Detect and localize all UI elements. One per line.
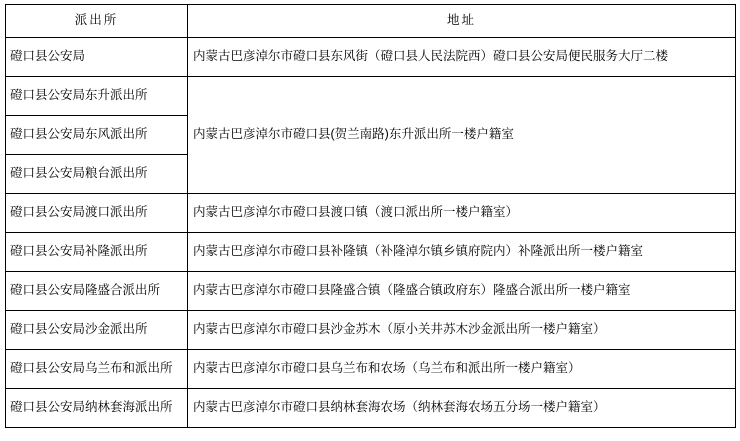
table-body <box>6 38 736 428</box>
station-address-cell: 内蒙古巴彦淖尔市磴口县补隆镇（补隆淖尔镇乡镇府院内）补隆派出所一楼户籍室 <box>188 233 736 272</box>
station-address-cell: 内蒙古巴彦淖尔市磴口县乌兰布和农场（乌兰布和派出所一楼户籍室） <box>188 350 736 389</box>
station-name-cell: 磴口县公安局 <box>6 38 188 77</box>
table-header-row <box>6 5 736 38</box>
table-row <box>6 77 736 116</box>
station-name-cell: 磴口县公安局乌兰布和派出所 <box>6 350 188 389</box>
station-name-cell: 磴口县公安局东风派出所 <box>6 116 188 155</box>
column-header-station-label: 派出所 <box>74 13 119 28</box>
table-row <box>6 350 736 389</box>
station-address-cell: 内蒙古巴彦淖尔市磴口县沙金苏木（原小关井苏木沙金派出所一楼户籍室） <box>188 311 736 350</box>
station-name-cell: 磴口县公安局纳林套海派出所 <box>6 389 188 428</box>
station-address-cell-merged: 内蒙古巴彦淖尔市磴口县(贺兰南路)东升派出所一楼户籍室 <box>188 77 736 194</box>
station-address-cell: 内蒙古巴彦淖尔市磴口县东风街（磴口县人民法院西）磴口县公安局便民服务大厅二楼 <box>188 38 736 77</box>
station-name-cell: 磴口县公安局补隆派出所 <box>6 233 188 272</box>
column-header-address <box>188 5 736 38</box>
station-address-cell: 内蒙古巴彦淖尔市磴口县渡口镇（渡口派出所一楼户籍室） <box>188 194 736 233</box>
table-row <box>6 311 736 350</box>
station-name-cell: 磴口县公安局粮台派出所 <box>6 155 188 194</box>
table-row <box>6 38 736 77</box>
station-address-cell: 内蒙古巴彦淖尔市磴口县纳林套海农场（纳林套海农场五分场一楼户籍室） <box>188 389 736 428</box>
column-header-address-label: 地址 <box>446 13 476 28</box>
table-row <box>6 272 736 311</box>
station-name-cell: 磴口县公安局隆盛合派出所 <box>6 272 188 311</box>
column-header-station <box>6 5 188 38</box>
table-row <box>6 389 736 428</box>
police-station-table <box>5 4 736 428</box>
station-name-cell: 磴口县公安局沙金派出所 <box>6 311 188 350</box>
station-address-cell: 内蒙古巴彦淖尔市磴口县隆盛合镇（隆盛合镇政府东）隆盛合派出所一楼户籍室 <box>188 272 736 311</box>
table-row <box>6 233 736 272</box>
station-name-cell: 磴口县公安局渡口派出所 <box>6 194 188 233</box>
table-row <box>6 194 736 233</box>
station-name-cell: 磴口县公安局东升派出所 <box>6 77 188 116</box>
